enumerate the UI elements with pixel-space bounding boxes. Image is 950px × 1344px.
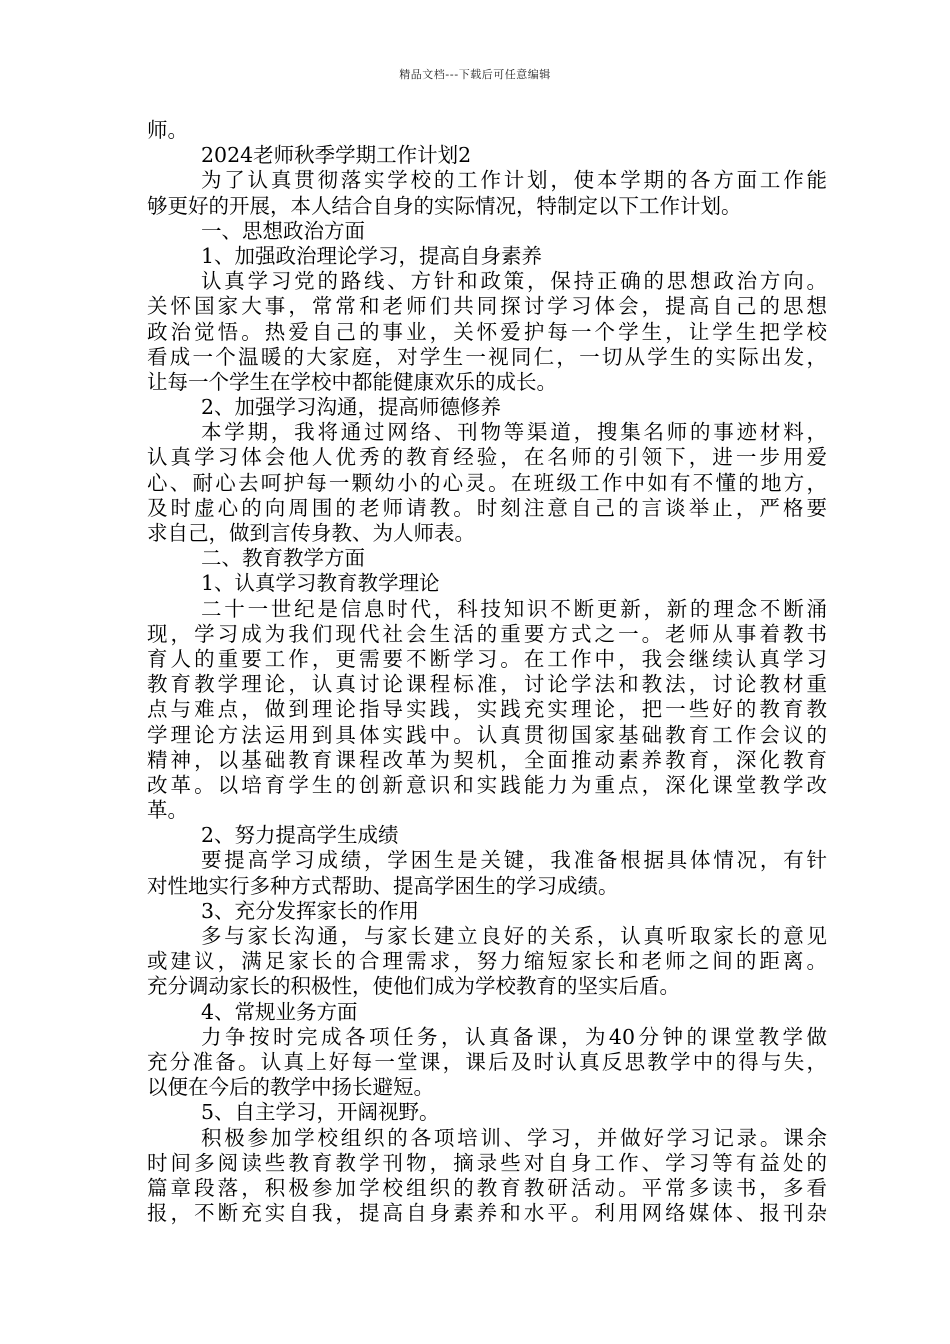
text-line: 求自己，做到言传身教、为人师表。 <box>147 521 475 545</box>
text-line: 以便在今后的教学中扬长避短。 <box>147 1075 434 1100</box>
text-line: 篇章段落，积极参加学校组织的教育教研活动。平常多读书，多看 <box>147 1175 827 1200</box>
text-line: 够更好的开展，本人结合自身的实际情况，特制定以下工作计划。 <box>147 193 742 218</box>
page-header: 精品文档---下载后可任意编辑 <box>399 68 551 81</box>
text-line: 看成一个温暖的大家庭，对学生一视同仁，一切从学生的实际出发， <box>147 344 827 369</box>
text-line: 报，不断充实自我，提高自身素养和水平。利用网络媒体、报刊杂 <box>147 1201 827 1226</box>
text-line: 育人的重要工作，更需要不断学习。在工作中，我会继续认真学习 <box>147 646 827 671</box>
text-line: 革。 <box>147 798 188 823</box>
text-line: 教育教学理论，认真讨论课程标准，讨论学法和教法，讨论教材重 <box>147 672 827 697</box>
text-line: 二十一世纪是信息时代，科技知识不断更新，新的理念不断涌 <box>201 596 827 621</box>
text-line: 现，学习成为我们现代社会生活的重要方式之一。老师从事着教书 <box>147 621 827 646</box>
text-line: 2、努力提高学生成绩 <box>201 823 399 848</box>
text-line: 充分调动家长的积极性，使他们成为学校教育的坚实后盾。 <box>147 974 680 999</box>
text-line: 4、常规业务方面 <box>201 999 358 1024</box>
text-line: 1、认真学习教育教学理论 <box>201 571 440 596</box>
text-line: 2024老师秋季学期工作计划2 <box>201 143 472 168</box>
text-line: 精神，以基础教育课程改革为契机，全面推动素养教育，深化教育 <box>147 747 827 772</box>
text-line: 对性地实行多种方式帮助、提高学困生的学习成绩。 <box>147 873 619 898</box>
text-line: 认真学习体会他人优秀的教育经验，在名师的引领下，进一步用爱 <box>147 445 827 470</box>
text-line: 时间多阅读些教育教学刊物，摘录些对自身工作、学习等有益处的 <box>147 1150 827 1175</box>
text-line: 5、自主学习，开阔视野。 <box>201 1100 440 1125</box>
text-line: 认真学习党的路线、方针和政策，保持正确的思想政治方向。 <box>201 269 827 294</box>
text-line: 及时虚心的向周围的老师请教。时刻注意自己的言谈举止，严格要 <box>147 495 827 520</box>
text-line: 多与家长沟通，与家长建立良好的关系，认真听取家长的意见 <box>201 924 827 948</box>
text-line: 师。 <box>147 118 188 142</box>
text-line: 本学期，我将通过网络、刊物等渠道，搜集名师的事迹材料， <box>201 420 827 445</box>
text-line: 关怀国家大事，常常和老师们共同探讨学习体会，提高自己的思想 <box>147 294 827 319</box>
text-line: 心、耐心去呵护每一颗幼小的心灵。在班级工作中如有不懂的地方， <box>147 470 827 495</box>
text-line: 或建议，满足家长的合理需求，努力缩短家长和老师之间的距离。 <box>147 949 827 974</box>
text-line: 二、教育教学方面 <box>201 546 365 571</box>
text-line: 让每一个学生在学校中都能健康欢乐的成长。 <box>147 369 557 394</box>
text-line: 1、加强政治理论学习，提高自身素养 <box>201 243 543 268</box>
text-line: 点与难点，做到理论指导实践，实践充实理论，把一些好的教育教 <box>147 697 827 722</box>
document-body <box>147 118 827 1226</box>
text-line: 一、思想政治方面 <box>201 218 365 243</box>
text-line: 要提高学习成绩，学困生是关键，我准备根据具体情况，有针 <box>201 848 827 873</box>
text-line: 3、充分发挥家长的作用 <box>201 898 420 923</box>
text-line: 学理论方法运用到具体实践中。认真贯彻国家基础教育工作会议的 <box>147 722 827 747</box>
text-line: 积极参加学校组织的各项培训、学习，并做好学习记录。课余 <box>201 1125 827 1150</box>
text-line: 力争按时完成各项任务，认真备课，为40分钟的课堂教学做 <box>201 1024 827 1049</box>
text-line: 2、加强学习沟通，提高师德修养 <box>201 395 502 420</box>
text-line: 为了认真贯彻落实学校的工作计划，使本学期的各方面工作能 <box>201 168 827 193</box>
text-line: 政治觉悟。热爱自己的事业，关怀爱护每一个学生，让学生把学校 <box>147 319 827 344</box>
text-line: 改革。以培育学生的创新意识和实践能力为重点，深化课堂教学改 <box>147 772 827 797</box>
text-line: 充分准备。认真上好每一堂课，课后及时认真反思教学中的得与失， <box>147 1049 827 1074</box>
